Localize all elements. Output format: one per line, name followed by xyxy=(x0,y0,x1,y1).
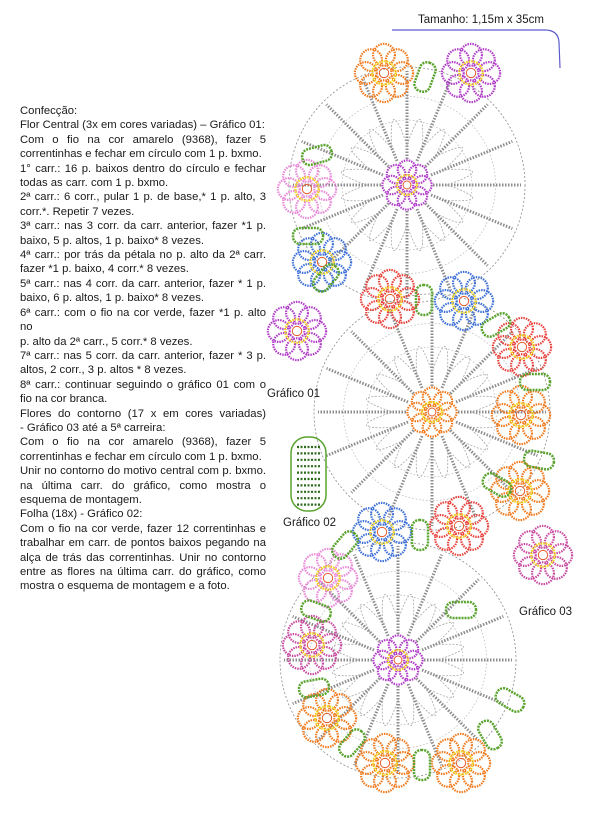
center-flower xyxy=(407,387,456,436)
stitch-spoke xyxy=(456,368,537,402)
label-grafico-01: Gráfico 01 xyxy=(267,388,321,400)
flower-core xyxy=(377,527,386,536)
instruction-line: corr.*. Repetir 7 vezes. xyxy=(20,205,135,218)
petal xyxy=(329,694,351,716)
stitch-arc xyxy=(469,396,498,412)
petal xyxy=(299,333,321,355)
petal xyxy=(304,554,326,576)
outline-flower xyxy=(298,689,356,747)
outline-flower xyxy=(356,734,414,792)
petal xyxy=(545,557,567,579)
petal xyxy=(519,557,541,579)
instruction-line: Flor Central (3x em cores variadas) – Gráfico 01: xyxy=(20,119,265,132)
leaf xyxy=(476,718,505,752)
leaf xyxy=(480,471,514,500)
size-label: Tamanho: 1,15m x 35cm xyxy=(418,14,544,26)
flower-core xyxy=(538,550,547,559)
instruction-line: altos, 2 corr., 3 p. altos * 8 vezes. xyxy=(20,364,187,377)
flower-core xyxy=(379,68,388,77)
petal xyxy=(435,528,457,550)
stitch-spoke xyxy=(422,616,503,650)
petal xyxy=(314,647,336,669)
petal xyxy=(374,734,396,756)
petal xyxy=(273,333,295,355)
instruction-line: Com o fio na cor amarelo (9368), fazer 5 xyxy=(20,133,266,146)
instruction-line: esquema de montagem. xyxy=(20,493,142,506)
petal xyxy=(298,707,320,729)
outline-flower xyxy=(430,497,488,555)
petal xyxy=(466,277,488,299)
label-grafico-03: Gráfico 03 xyxy=(519,606,573,618)
stitch-spoke xyxy=(317,678,379,740)
petal xyxy=(447,49,469,71)
instruction-line: 5ª carr.: nas 4 corr. da carr. anterior, fazer * 1 p. xyxy=(20,277,266,290)
flower-core xyxy=(428,408,436,416)
stitch-arc xyxy=(382,594,398,623)
stitch-arc xyxy=(416,449,432,478)
petal xyxy=(432,752,454,774)
petal xyxy=(400,640,418,658)
petal xyxy=(387,165,405,183)
instruction-line: entre as flores na última carr. do gráfico, como xyxy=(20,566,266,578)
petal xyxy=(386,75,408,97)
instruction-line: correntinhas e fechar em círculo com 1 p. bxmo. xyxy=(20,450,262,463)
petal xyxy=(286,302,308,324)
petal xyxy=(448,497,470,519)
petal xyxy=(298,264,320,286)
stitch-spoke xyxy=(416,678,478,740)
stitch-spoke xyxy=(408,555,442,636)
instruction-line: todas as carr. com 1 p. bxmo. xyxy=(20,177,169,190)
stitch-spoke xyxy=(354,555,388,636)
doily-ring xyxy=(310,572,487,749)
label-grafico-02: Gráfico 02 xyxy=(283,517,337,529)
flower-core xyxy=(307,640,316,649)
instruction-line: baixo, 6 p. altos, 1 p. baixo* 8 vezes. xyxy=(20,292,204,305)
instruction-line: 4ª carr.: por trás da pétala no p. alto da 2ª carr. xyxy=(20,249,266,262)
stitch-spoke xyxy=(351,331,413,393)
outline-flower xyxy=(278,160,336,218)
petal xyxy=(409,187,427,205)
petal xyxy=(268,320,290,342)
petal xyxy=(400,662,418,680)
stitch-arc xyxy=(444,169,473,185)
stitch-spoke xyxy=(326,203,388,265)
petal xyxy=(434,392,452,410)
flower-core xyxy=(466,68,475,77)
flower-core xyxy=(323,573,332,582)
outline-flower xyxy=(492,386,550,444)
stitch-arc xyxy=(391,222,407,251)
stitch-spoke xyxy=(442,307,476,388)
stitch-arc xyxy=(332,660,361,676)
petal xyxy=(440,277,462,299)
stitch-spoke xyxy=(425,104,487,166)
stitch-arc xyxy=(435,660,464,676)
leaf xyxy=(293,228,323,244)
instruction-line: alça de trás das correntinhas. Unir no contorno xyxy=(20,551,266,564)
stitch-spoke xyxy=(363,209,397,290)
petal xyxy=(523,391,545,413)
petal xyxy=(519,531,541,553)
stitch-spoke xyxy=(422,670,503,704)
stitch-spoke xyxy=(450,331,512,393)
petal xyxy=(378,640,396,658)
stitch-arc xyxy=(444,185,473,201)
flower-core xyxy=(322,713,331,722)
leaf xyxy=(412,520,428,550)
stitch-spoke xyxy=(327,422,408,456)
flower-core xyxy=(456,758,465,767)
petal xyxy=(283,191,305,213)
stitch-spoke xyxy=(326,104,388,166)
petal xyxy=(317,549,339,571)
petal xyxy=(378,662,396,680)
instruction-line: 3ª carr.: nas 3 corr. da carr. anterior, fazer *1 p. xyxy=(20,220,266,233)
petal xyxy=(514,544,536,566)
leaf xyxy=(336,726,368,759)
petal xyxy=(273,307,295,329)
stitch-spoke xyxy=(431,195,512,229)
leaf xyxy=(300,143,333,166)
outline-flower xyxy=(514,526,572,584)
instruction-line: p. alto da 2ª carr., 5 corr.* 8 vezes. xyxy=(20,335,193,348)
outline-flower xyxy=(493,318,551,376)
petal xyxy=(437,739,459,761)
outline-flower xyxy=(361,270,419,328)
petal xyxy=(522,467,544,489)
petal xyxy=(303,720,325,742)
petal xyxy=(497,417,519,439)
flower-core xyxy=(517,342,526,351)
petal xyxy=(523,417,545,439)
petal xyxy=(360,75,382,97)
stitch-arc xyxy=(432,346,448,375)
outline-flower xyxy=(355,44,413,102)
petal xyxy=(356,752,378,774)
flower-core xyxy=(292,326,301,335)
petal xyxy=(361,739,383,761)
stitch-arc xyxy=(432,449,448,478)
instruction-line: 6ª carr.: com o fio na cor verde, fazer *1 p. alto no xyxy=(20,306,266,334)
petal xyxy=(299,307,321,329)
petal xyxy=(473,49,495,71)
petal xyxy=(510,386,532,408)
instruction-line: 1° carr.: 16 p. baixos dentro do círculo e fechar xyxy=(20,162,266,175)
stitch-arc xyxy=(416,346,432,375)
stitch-arc xyxy=(435,644,464,660)
petal xyxy=(434,414,452,432)
petal xyxy=(497,391,519,413)
stitch-spoke xyxy=(450,430,512,492)
petal xyxy=(361,765,383,787)
petal xyxy=(545,531,567,553)
stitch-spoke xyxy=(388,307,422,388)
stitch-arc xyxy=(366,396,395,412)
petal xyxy=(353,521,375,543)
petal xyxy=(412,414,430,432)
petal xyxy=(288,647,310,669)
stitch-arc xyxy=(341,169,370,185)
petal xyxy=(288,621,310,643)
instruction-line: Com o fio na cor amarelo (9368), fazer 5 xyxy=(20,436,266,449)
petal xyxy=(463,765,485,787)
instruction-line: - Gráfico 03 até a 5ª carreira: xyxy=(20,421,166,434)
petal xyxy=(473,75,495,97)
petal xyxy=(298,238,320,260)
outline-flower xyxy=(299,549,357,607)
stitch-arc xyxy=(341,185,370,201)
petal xyxy=(440,303,462,325)
stitch-spoke xyxy=(302,141,383,175)
instruction-line: 8ª carr.: continuar seguindo o gráfico 01 com o xyxy=(20,378,266,391)
petal xyxy=(278,178,300,200)
instruction-line: 7ª carr.: nas 5 corr. da carr. anterior, fazer * 3 p. xyxy=(20,349,266,362)
petal xyxy=(392,275,414,297)
petal xyxy=(524,323,546,345)
stitch-spoke xyxy=(416,579,478,641)
petal xyxy=(460,44,482,66)
petal xyxy=(330,580,352,602)
petal xyxy=(329,720,351,742)
petal xyxy=(358,508,380,530)
petal xyxy=(360,49,382,71)
petal xyxy=(316,689,338,711)
stitch-spoke xyxy=(388,436,422,517)
stitch-arc xyxy=(407,222,423,251)
stitch-spoke xyxy=(456,422,537,456)
leaf xyxy=(446,602,476,618)
flower-core xyxy=(454,521,463,530)
petal xyxy=(461,528,483,550)
instruction-line: Unir no contorno do motivo central com p. bxmo. xyxy=(20,465,266,478)
petal xyxy=(463,739,485,761)
flower-core xyxy=(302,184,311,193)
instruction-line: Com o fio na cor verde, fazer 12 correntinhas e xyxy=(20,522,266,535)
petal xyxy=(355,62,377,84)
petal xyxy=(283,634,305,656)
petal xyxy=(358,534,380,556)
center-flower xyxy=(382,160,431,209)
instruction-line: mostra o esquema de montagem e a foto. xyxy=(20,580,230,593)
instruction-line: baixo, 5 p. altos, 1 p. baixo* 8 vezes. xyxy=(20,234,204,247)
petal xyxy=(373,44,395,66)
instruction-line: Flores do contorno (17 x em cores variadas) xyxy=(20,407,266,420)
petal xyxy=(522,493,544,515)
stitch-arc xyxy=(407,119,423,148)
petal xyxy=(361,288,383,310)
instruction-line: 2ª carr.: 6 corr., pular 1 p. de base,* 1 p. alto, 3 xyxy=(20,191,266,204)
petal xyxy=(392,301,414,323)
petal xyxy=(492,404,514,426)
stitch-spoke xyxy=(431,141,512,175)
petal xyxy=(384,508,406,530)
petal xyxy=(283,165,305,187)
petal xyxy=(366,275,388,297)
petal xyxy=(437,765,459,787)
petal xyxy=(299,567,321,589)
outline-flower xyxy=(268,302,326,360)
instruction-line: fazer *1 p. baixo, 4 corr.* 8 vezes. xyxy=(20,263,189,276)
petal xyxy=(309,191,331,213)
stitch-arc xyxy=(398,594,414,623)
petal xyxy=(498,349,520,371)
petal xyxy=(524,349,546,371)
outline-flower xyxy=(353,503,411,561)
stitch-spoke xyxy=(417,80,451,161)
instruction-line: trabalhar em carr. de pontos baixos pegando na xyxy=(20,537,266,550)
flower-core xyxy=(380,758,389,767)
petal xyxy=(435,502,457,524)
center-flower xyxy=(373,635,422,684)
stitch-spoke xyxy=(327,368,408,402)
instruction-line: Confecção: xyxy=(20,105,78,117)
petal xyxy=(532,526,554,548)
petal xyxy=(442,62,464,84)
petal xyxy=(453,272,475,294)
flower-core xyxy=(459,296,468,305)
petal xyxy=(303,694,325,716)
outline-flower xyxy=(491,462,549,520)
flower-core xyxy=(403,181,411,189)
stitch-spoke xyxy=(425,203,487,265)
stitch-arc xyxy=(391,119,407,148)
instruction-line: fio na cor branca. xyxy=(20,393,108,406)
stitch-arc xyxy=(398,697,414,726)
petal xyxy=(450,734,472,756)
stitch-arc xyxy=(366,412,395,428)
instruction-line: Folha (18x) - Gráfico 02: xyxy=(20,508,143,521)
leaf xyxy=(412,60,437,94)
instruction-line: correntinhas e fechar em círculo com 1 p. bxmo. xyxy=(20,148,262,161)
petal xyxy=(387,187,405,205)
stitch-arc xyxy=(382,697,398,726)
flower-core xyxy=(385,294,394,303)
petal xyxy=(412,392,430,410)
petal xyxy=(511,318,533,340)
stitch-spoke xyxy=(351,430,413,492)
petal xyxy=(409,165,427,183)
petal xyxy=(384,534,406,556)
outline-flower xyxy=(442,44,500,102)
instruction-line: na última carr. do gráfico, como mostra o xyxy=(20,479,266,492)
flower-core xyxy=(394,656,402,664)
flower-core xyxy=(515,486,524,495)
